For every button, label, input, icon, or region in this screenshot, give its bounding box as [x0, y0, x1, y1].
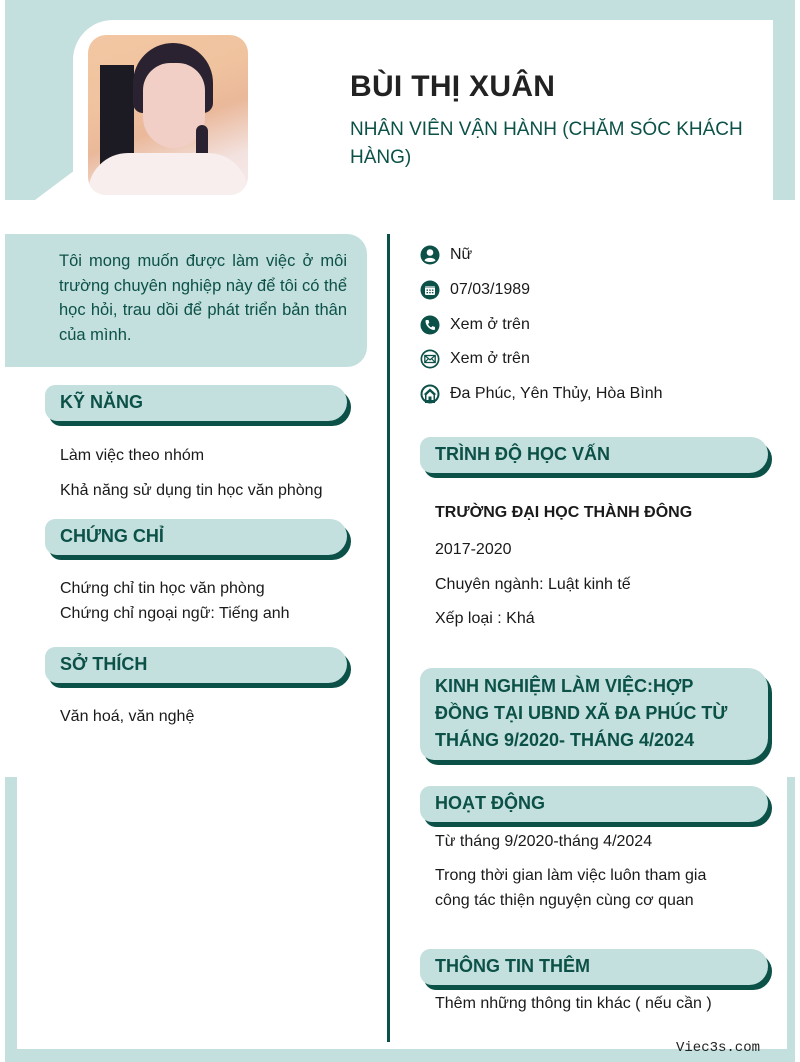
- job-title: NHÂN VIÊN VẬN HÀNH (CHĂM SÓC KHÁCH HÀNG): [350, 119, 743, 168]
- hobby-item: Văn hoá, văn nghệ: [60, 708, 195, 725]
- phone-icon: [420, 315, 440, 335]
- contact-birthdate-value: 07/03/1989: [450, 281, 531, 298]
- section-title-experience-line: ĐỒNG TẠI UBND XÃ ĐA PHÚC TỪ: [435, 703, 728, 723]
- user-icon: [420, 245, 440, 265]
- contact-address-value: Đa Phúc, Yên Thủy, Hòa Bình: [450, 385, 663, 402]
- header-right-strip: [775, 0, 795, 200]
- email-icon: [420, 349, 440, 369]
- avatar: [88, 35, 248, 195]
- education-major: Chuyên ngành: Luật kinh tế: [435, 576, 631, 593]
- section-title-experience-line: THÁNG 9/2020- THÁNG 4/2024: [435, 730, 695, 750]
- contact-email: [420, 347, 530, 371]
- skill-item: Làm việc theo nhóm: [60, 447, 205, 464]
- section-header-activities: [420, 786, 768, 822]
- education-school: TRƯỜNG ĐẠI HỌC THÀNH ĐÔNG: [435, 504, 693, 521]
- education-grade: Xếp loại : Khá: [435, 610, 535, 627]
- contact-gender: [420, 243, 472, 267]
- watermark: Viec3s.com: [676, 1040, 761, 1056]
- section-header-extra-info: [420, 949, 768, 985]
- education-years: 2017-2020: [435, 541, 512, 558]
- candidate-name: BÙI THỊ XUÂN: [350, 70, 556, 103]
- section-title-hobbies: SỞ THÍCH: [60, 654, 148, 674]
- contact-email-value: Xem ở trên: [450, 350, 530, 367]
- activities-period: Từ tháng 9/2020-tháng 4/2024: [435, 833, 653, 850]
- avatar-photo-shirt: [88, 153, 248, 195]
- contact-phone-value: Xem ở trên: [450, 316, 530, 333]
- frame-right-strip: [787, 777, 795, 1062]
- section-title-activities: HOẠT ĐỘNG: [435, 793, 545, 813]
- contact-phone: [420, 313, 530, 337]
- contact-birthdate: [420, 278, 530, 302]
- certificate-item: Chứng chỉ ngoại ngữ: Tiếng anh: [60, 605, 290, 622]
- extra-info-text: Thêm những thông tin khác ( nếu cần ): [435, 995, 712, 1012]
- section-header-experience: [420, 668, 768, 760]
- contact-address: [420, 382, 663, 406]
- calendar-icon: [420, 280, 440, 300]
- objective-text: Tôi mong muốn được làm việc ở môi trường chuyên nghiệp này để tôi có thể học hỏi, trau dồi để phát triển bản thân của mình.: [59, 252, 347, 344]
- activities-description-line: công tác thiện nguyện cùng cơ quan: [435, 892, 694, 909]
- section-header-skills: [45, 385, 347, 421]
- skill-item: Khả năng sử dụng tin học văn phòng: [60, 482, 323, 499]
- section-header-certificates: [45, 519, 347, 555]
- section-title-extra-info: THÔNG TIN THÊM: [435, 956, 590, 976]
- certificate-item: Chứng chỉ tin học văn phòng: [60, 580, 265, 597]
- section-title-certificates: CHỨNG CHỈ: [60, 526, 164, 546]
- section-title-skills: KỸ NĂNG: [60, 392, 144, 412]
- section-title-experience-line: KINH NGHIỆM LÀM VIỆC:HỢP: [435, 676, 694, 696]
- section-title-education: TRÌNH ĐỘ HỌC VẤN: [435, 444, 610, 464]
- home-icon: [420, 384, 440, 404]
- column-divider: [387, 234, 390, 1042]
- frame-left-strip: [5, 777, 17, 1062]
- activities-description-line: Trong thời gian làm việc luôn tham gia: [435, 867, 707, 884]
- section-header-education: [420, 437, 768, 473]
- contact-gender-value: Nữ: [450, 246, 473, 263]
- section-header-hobbies: [45, 647, 347, 683]
